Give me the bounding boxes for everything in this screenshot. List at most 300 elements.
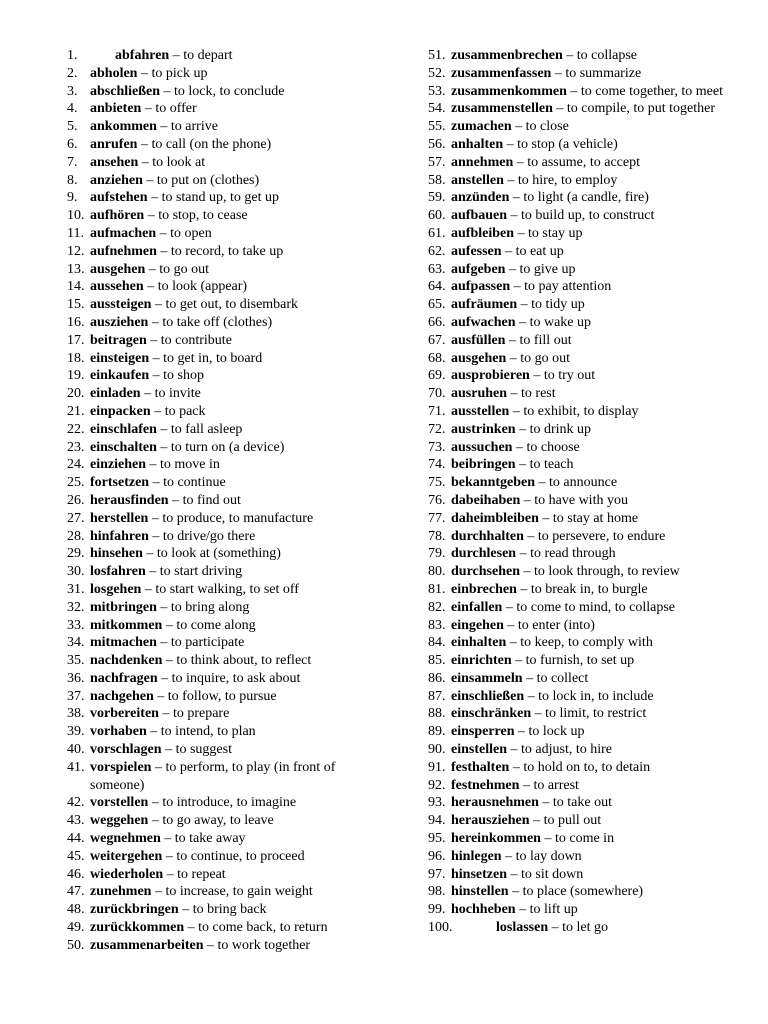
verb-term: aufgeben: [451, 261, 506, 277]
verb-term: aufnehmen: [90, 243, 157, 259]
item-number: 11.: [67, 225, 84, 241]
list-item: [428, 47, 728, 65]
verb-definition: – to get out, to disembark: [151, 297, 299, 313]
item-text: [90, 403, 367, 421]
list-item: [428, 189, 728, 207]
verb-definition: – to rest: [507, 386, 556, 402]
item-text: [90, 563, 367, 581]
list-item: [67, 794, 367, 812]
list-item: [67, 207, 367, 225]
verb-term: loslassen: [496, 920, 549, 936]
item-number: 90.: [428, 742, 446, 758]
list-item: [67, 670, 367, 688]
verb-definition: – to go out: [506, 350, 571, 366]
item-number: 67.: [428, 332, 446, 348]
list-item: [428, 634, 728, 652]
item-number: 91.: [428, 759, 446, 775]
list-item: [67, 456, 367, 474]
list-item: [67, 705, 367, 723]
verb-term: beibringen: [451, 457, 516, 473]
item-text: [90, 332, 367, 350]
item-text: [90, 759, 367, 795]
verb-term: anrufen: [90, 136, 138, 152]
item-text: [90, 172, 367, 190]
list-item: [67, 759, 367, 795]
verb-term: einrichten: [451, 653, 512, 669]
verb-definition: – to bring back: [178, 902, 267, 918]
verb-term: abschließen: [90, 83, 161, 99]
item-text: [451, 225, 728, 243]
verb-definition: – to exhibit, to display: [509, 403, 639, 419]
verb-definition: – to fill out: [505, 332, 572, 348]
verb-term: mitbringen: [90, 599, 157, 615]
item-text: [451, 634, 728, 652]
verb-definition: – to come back, to return: [184, 920, 328, 936]
verb-definition: – to get in, to board: [149, 350, 263, 366]
list-item: [428, 919, 728, 937]
verb-term: herausziehen: [451, 813, 530, 829]
verb-term: annehmen: [451, 154, 514, 170]
verb-definition: – to arrest: [519, 777, 579, 793]
item-number: 59.: [428, 190, 446, 206]
list-item: [67, 581, 367, 599]
item-text: [451, 652, 728, 670]
verb-term: daheimbleiben: [451, 510, 539, 526]
verb-definition: – to wake up: [515, 314, 591, 330]
list-item: [428, 421, 728, 439]
left-column-list: [67, 47, 367, 955]
verb-term: vorschlagen: [90, 742, 162, 758]
item-number: 21.: [67, 403, 85, 419]
item-number: 82.: [428, 599, 446, 615]
item-number: 46.: [67, 866, 85, 882]
item-text: [90, 83, 367, 101]
right-column-list: [428, 47, 728, 937]
item-text: [451, 866, 728, 884]
verb-term: vorspielen: [90, 759, 152, 775]
verb-term: zurückkommen: [90, 920, 185, 936]
item-text: [451, 883, 728, 901]
item-number: 3.: [67, 83, 78, 99]
item-text: [451, 759, 728, 777]
item-number: 100.: [428, 920, 453, 936]
item-text: [451, 278, 728, 296]
item-text: [451, 492, 728, 510]
verb-term: losgehen: [90, 581, 142, 597]
item-text: [451, 439, 728, 457]
list-item: [67, 545, 367, 563]
verb-definition: – to tidy up: [517, 297, 585, 313]
list-item: [67, 599, 367, 617]
item-text: [451, 599, 728, 617]
item-text: [90, 794, 367, 812]
item-number: 27.: [67, 510, 85, 526]
verb-term: eingehen: [451, 617, 504, 633]
verb-term: hinfahren: [90, 528, 149, 544]
verb-term: zusammenfassen: [451, 65, 552, 81]
item-number: 29.: [67, 546, 85, 562]
item-number: 30.: [67, 564, 85, 580]
list-item: [428, 261, 728, 279]
item-number: 75.: [428, 475, 446, 491]
item-number: 51.: [428, 48, 446, 63]
list-item: [67, 296, 367, 314]
item-text: [90, 528, 367, 546]
verb-definition: – to come along: [162, 617, 256, 633]
verb-term: nachfragen: [90, 670, 158, 686]
verb-definition: – to perform, to play (in front of someone): [90, 759, 336, 793]
item-text: [90, 617, 367, 635]
verb-definition: – to lay down: [501, 848, 582, 864]
verb-definition: – to pay attention: [510, 279, 612, 295]
item-number: 81.: [428, 581, 446, 597]
verb-term: ausprobieren: [451, 368, 530, 384]
item-number: 10.: [67, 208, 85, 224]
item-text: [451, 794, 728, 812]
list-item: [67, 65, 367, 83]
item-text: [451, 563, 728, 581]
verb-definition: – to intend, to plan: [146, 724, 256, 740]
verb-term: mitmachen: [90, 635, 157, 651]
verb-term: weggehen: [90, 813, 149, 829]
list-item: [428, 848, 728, 866]
item-number: 39.: [67, 724, 85, 740]
verb-definition: – to stay up: [514, 225, 583, 241]
verb-definition: – to read through: [516, 546, 616, 562]
verb-term: bekanntgeben: [451, 475, 536, 491]
item-number: 80.: [428, 564, 446, 580]
list-item: [67, 421, 367, 439]
item-number: 49.: [67, 920, 85, 936]
verb-definition: – to drive/go there: [148, 528, 256, 544]
verb-definition: – to limit, to restrict: [531, 706, 647, 722]
item-number: 31.: [67, 581, 85, 597]
list-item: [67, 314, 367, 332]
verb-term: anzünden: [451, 190, 510, 206]
item-number: 44.: [67, 831, 85, 847]
verb-term: zumachen: [451, 119, 512, 135]
verb-term: zusammenstellen: [451, 101, 553, 117]
item-number: 1.: [67, 48, 78, 63]
list-item: [428, 296, 728, 314]
verb-definition: – to take out: [538, 795, 613, 811]
item-text: [451, 261, 728, 279]
list-item: [67, 617, 367, 635]
verb-definition: – to collapse: [562, 48, 637, 63]
item-text: [451, 421, 728, 439]
item-text: [451, 830, 728, 848]
item-text: [90, 100, 367, 118]
item-text: [90, 225, 367, 243]
verb-term: durchsehen: [451, 564, 520, 580]
item-text: [90, 314, 367, 332]
verb-term: ankommen: [90, 119, 157, 135]
item-number: 34.: [67, 635, 85, 651]
item-text: [90, 883, 367, 901]
item-text: [451, 65, 728, 83]
item-number: 23.: [67, 439, 85, 455]
list-item: [67, 225, 367, 243]
verb-definition: – to open: [156, 225, 212, 241]
verb-definition: – to look (appear): [143, 279, 248, 295]
list-item: [428, 118, 728, 136]
item-number: 84.: [428, 635, 446, 651]
list-item: [67, 100, 367, 118]
item-number: 99.: [428, 902, 446, 918]
list-item: [428, 777, 728, 795]
verb-definition: – to lock in, to include: [524, 688, 654, 704]
list-item: [428, 883, 728, 901]
verb-definition: – to lock up: [514, 724, 585, 740]
list-item: [67, 883, 367, 901]
item-text: [90, 296, 367, 314]
verb-term: hinsehen: [90, 546, 143, 562]
item-number: 25.: [67, 475, 85, 491]
list-item: [67, 528, 367, 546]
verb-term: aufbleiben: [451, 225, 515, 241]
list-item: [67, 403, 367, 421]
item-text: [451, 670, 728, 688]
verb-definition: – to put on (clothes): [142, 172, 260, 188]
item-text: [90, 243, 367, 261]
verb-term: herausfinden: [90, 492, 169, 508]
list-item: [67, 332, 367, 350]
list-item: [67, 634, 367, 652]
verb-definition: – to summarize: [551, 65, 642, 81]
verb-term: vorstellen: [90, 795, 149, 811]
list-item: [428, 100, 728, 118]
item-number: 64.: [428, 279, 446, 295]
list-item: [67, 350, 367, 368]
verb-term: vorhaben: [90, 724, 147, 740]
verb-definition: – to prepare: [158, 706, 230, 722]
item-number: 72.: [428, 421, 446, 437]
item-text: [451, 332, 728, 350]
list-item: [67, 474, 367, 492]
item-text: [90, 688, 367, 706]
item-number: 86.: [428, 670, 446, 686]
item-text: [90, 492, 367, 510]
item-number: 55.: [428, 119, 446, 135]
item-number: 43.: [67, 813, 85, 829]
list-item: [428, 474, 728, 492]
list-item: [428, 225, 728, 243]
verb-term: hereinkommen: [451, 831, 541, 847]
verb-term: ausgehen: [451, 350, 507, 366]
list-item: [428, 901, 728, 919]
verb-definition: – to participate: [156, 635, 245, 651]
list-item: [428, 83, 728, 101]
verb-definition: – to inquire, to ask about: [157, 670, 301, 686]
verb-definition: – to come together, to meet: [566, 83, 724, 99]
verb-term: zusammenbrechen: [451, 48, 563, 63]
item-number: 17.: [67, 332, 85, 348]
item-number: 85.: [428, 653, 446, 669]
verb-definition: – to pull out: [529, 813, 602, 829]
verb-definition: – to adjust, to hire: [507, 742, 612, 758]
verb-term: beitragen: [90, 332, 147, 348]
item-number: 73.: [428, 439, 446, 455]
list-item: [428, 172, 728, 190]
item-number: 68.: [428, 350, 446, 366]
item-text: [451, 100, 728, 118]
verb-term: durchhalten: [451, 528, 524, 544]
verb-definition: – to find out: [168, 492, 241, 508]
item-text: [90, 367, 367, 385]
list-item: [67, 367, 367, 385]
item-number: 93.: [428, 795, 446, 811]
verb-definition: – to move in: [146, 457, 220, 473]
item-number: 48.: [67, 902, 85, 918]
verb-definition: – to pack: [150, 403, 206, 419]
verb-definition: – to furnish, to set up: [511, 653, 635, 669]
item-number: 94.: [428, 813, 446, 829]
item-number: 38.: [67, 706, 85, 722]
item-number: 45.: [67, 848, 85, 864]
verb-term: hinstellen: [451, 884, 509, 900]
verb-definition: – to eat up: [501, 243, 564, 259]
list-item: [428, 599, 728, 617]
verb-definition: – to continue, to proceed: [162, 848, 305, 864]
item-text: [90, 456, 367, 474]
item-number: 78.: [428, 528, 446, 544]
item-text: [451, 510, 728, 528]
list-item: [428, 670, 728, 688]
item-number: 61.: [428, 225, 446, 241]
verb-term: aufbauen: [451, 208, 508, 224]
verb-term: abfahren: [115, 48, 170, 63]
verb-definition: – to announce: [535, 475, 618, 491]
item-text: [90, 439, 367, 457]
verb-term: aufpassen: [451, 279, 511, 295]
verb-definition: – to follow, to pursue: [153, 688, 277, 704]
verb-definition: – to introduce, to imagine: [148, 795, 297, 811]
item-number: 19.: [67, 368, 85, 384]
item-number: 69.: [428, 368, 446, 384]
item-text: [451, 688, 728, 706]
item-number: 18.: [67, 350, 85, 366]
verb-definition: – to look at (something): [142, 546, 281, 562]
list-item: [67, 136, 367, 154]
verb-definition: – to go out: [145, 261, 210, 277]
list-item: [67, 830, 367, 848]
verb-definition: – to come to mind, to collapse: [502, 599, 675, 615]
verb-term: wiederholen: [90, 866, 164, 882]
verb-term: mitkommen: [90, 617, 163, 633]
item-number: 92.: [428, 777, 446, 793]
item-text: [90, 830, 367, 848]
verb-term: hinsetzen: [451, 866, 507, 882]
item-number: 5.: [67, 119, 78, 135]
verb-term: anhalten: [451, 136, 504, 152]
verb-definition: – to continue: [149, 475, 226, 491]
item-number: 95.: [428, 831, 446, 847]
item-number: 41.: [67, 759, 85, 775]
item-text: [451, 741, 728, 759]
list-item: [428, 528, 728, 546]
item-number: 71.: [428, 403, 446, 419]
item-text: [90, 670, 367, 688]
verb-definition: – to lift up: [515, 902, 578, 918]
verb-definition: – to take away: [160, 831, 246, 847]
verb-term: aufwachen: [451, 314, 516, 330]
verb-term: hinlegen: [451, 848, 502, 864]
list-item: [428, 154, 728, 172]
item-text: [90, 919, 367, 937]
item-number: 54.: [428, 101, 446, 117]
item-number: 47.: [67, 884, 85, 900]
item-text: [90, 510, 367, 528]
list-item: [67, 688, 367, 706]
item-number: 20.: [67, 386, 85, 402]
verb-definition: – to keep, to comply with: [506, 635, 653, 651]
item-number: 26.: [67, 492, 85, 508]
item-number: 6.: [67, 136, 78, 152]
item-text: [90, 189, 367, 207]
list-item: [67, 278, 367, 296]
verb-term: ausgehen: [90, 261, 146, 277]
item-text: [90, 812, 367, 830]
item-number: 28.: [67, 528, 85, 544]
list-item: [428, 403, 728, 421]
item-number: 35.: [67, 653, 85, 669]
item-number: 63.: [428, 261, 446, 277]
item-number: 33.: [67, 617, 85, 633]
verb-definition: – to take off (clothes): [148, 314, 273, 330]
verb-term: zusammenarbeiten: [90, 937, 204, 953]
verb-term: aufstehen: [90, 190, 148, 206]
list-item: [428, 652, 728, 670]
list-item: [67, 172, 367, 190]
list-item: [428, 136, 728, 154]
verb-term: ausruhen: [451, 386, 508, 402]
item-number: 74.: [428, 457, 446, 473]
item-number: 24.: [67, 457, 85, 473]
verb-definition: – to place (somewhere): [508, 884, 644, 900]
verb-definition: – to try out: [529, 368, 596, 384]
verb-definition: – to hire, to employ: [503, 172, 618, 188]
item-number: 50.: [67, 937, 85, 953]
item-number: 65.: [428, 297, 446, 313]
verb-definition: – to start driving: [145, 564, 243, 580]
item-number: 96.: [428, 848, 446, 864]
list-item: [428, 350, 728, 368]
list-item: [428, 741, 728, 759]
verb-definition: – to break in, to burgle: [516, 581, 648, 597]
list-item: [67, 154, 367, 172]
list-item: [428, 367, 728, 385]
item-text: [90, 634, 367, 652]
verb-definition: – to compile, to put together: [552, 101, 716, 117]
item-number: 40.: [67, 742, 85, 758]
verb-term: einsammeln: [451, 670, 523, 686]
verb-term: anbieten: [90, 101, 142, 117]
item-number: 9.: [67, 190, 78, 206]
item-text: [496, 919, 728, 937]
item-number: 56.: [428, 136, 446, 152]
item-text: [451, 581, 728, 599]
item-text: [115, 47, 367, 65]
verb-definition: – to work together: [203, 937, 311, 953]
verb-definition: – to hold on to, to detain: [509, 759, 651, 775]
list-item: [428, 794, 728, 812]
item-number: 22.: [67, 421, 85, 437]
item-number: 83.: [428, 617, 446, 633]
item-text: [451, 403, 728, 421]
verb-term: ansehen: [90, 154, 139, 170]
item-text: [451, 367, 728, 385]
verb-definition: – to record, to take up: [156, 243, 284, 259]
